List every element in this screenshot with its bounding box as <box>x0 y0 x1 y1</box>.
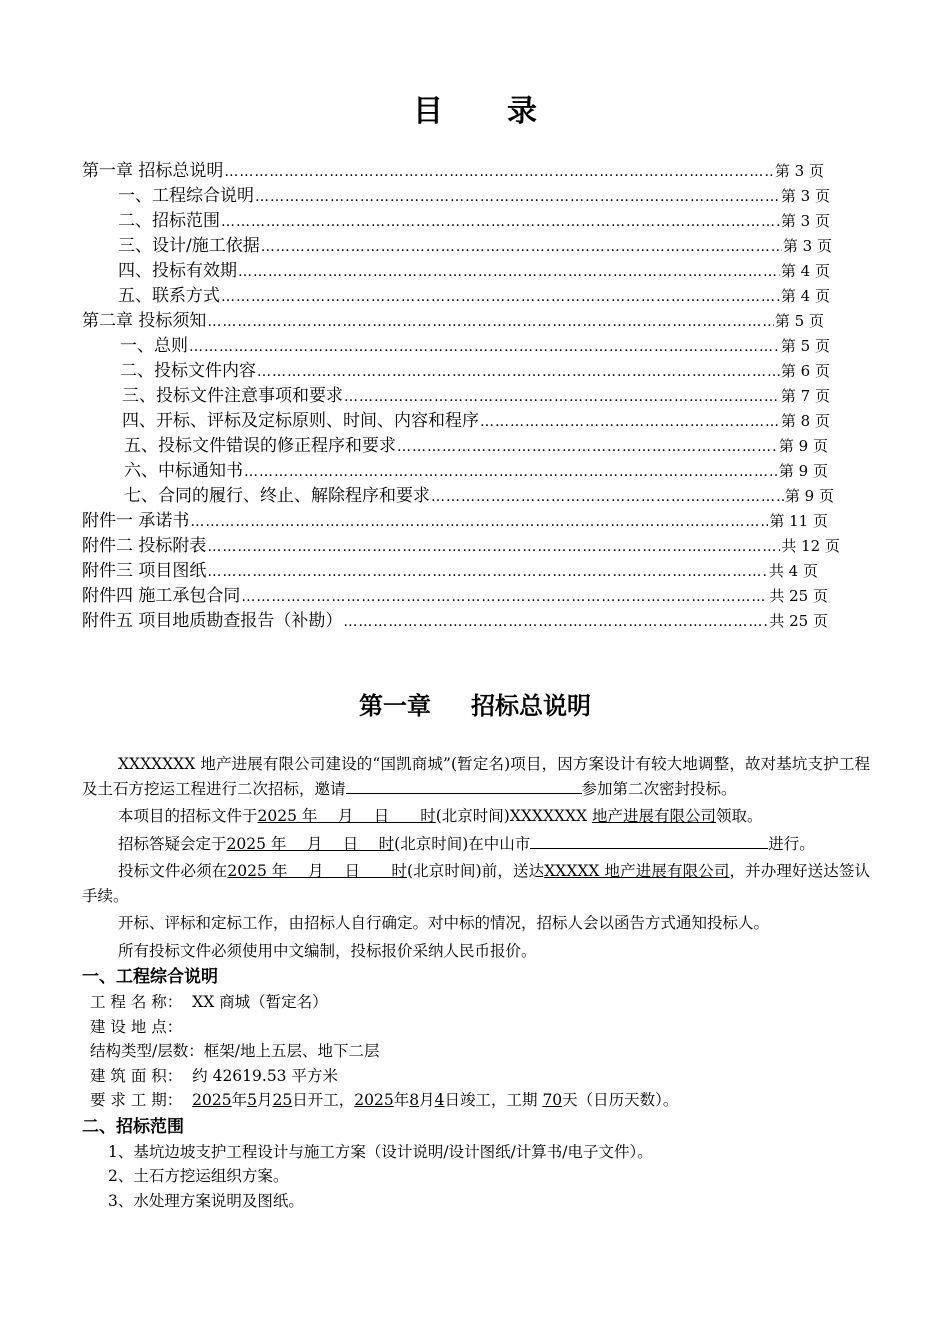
toc-label: 第二章 投标须知 <box>82 311 207 331</box>
toc-page: 第 3 页 <box>780 212 830 230</box>
toc-label: 附件三 项目图纸 <box>82 561 207 581</box>
project-name-label: 工 程 名 称： <box>90 993 183 1011</box>
pickup-company: 地产进展有限公司 <box>592 807 717 825</box>
project-info <box>90 990 870 1113</box>
section-heading: 一、工程综合说明 <box>82 967 218 987</box>
pickup-date: 2025 年 月 日 时 <box>257 807 436 825</box>
intro-text: XXXXXXX 地产进展有限公司建设的“国凯商城”(暂定名)项目，因方案设计有较大地调整，故对基坑支护工程及土石方挖运工程进行二次招标，邀请 <box>82 755 870 798</box>
qa-text-end: 进行。 <box>768 834 815 853</box>
toc-row[interactable] <box>118 281 830 306</box>
list-item: 1、基坑边坡支护工程设计与施工方案（设计说明/设计图纸/计算书/电子文件）。 <box>108 1142 653 1161</box>
submission-paragraph <box>82 859 870 908</box>
toc-page: 共 25 页 <box>769 612 828 630</box>
toc-row[interactable] <box>118 206 830 231</box>
invitee-blank <box>346 778 582 794</box>
intro-text-end: 参加第二次密封投标。 <box>581 779 737 798</box>
toc-leader <box>189 339 780 355</box>
toc-row[interactable] <box>124 456 828 481</box>
toc-leader <box>207 564 768 580</box>
toc-label: 三、投标文件注意事项和要求 <box>122 386 343 406</box>
toc-leader <box>244 464 778 480</box>
toc-label: 一、工程综合说明 <box>118 186 254 206</box>
toc-leader <box>224 164 774 180</box>
toc-leader <box>343 614 768 630</box>
toc-page: 第 6 页 <box>780 362 830 380</box>
toc-leader <box>207 314 774 330</box>
toc-page: 第 5 页 <box>774 312 824 330</box>
toc-page: 第 7 页 <box>780 387 830 405</box>
toc-page: 第 8 页 <box>780 412 830 430</box>
toc-label: 五、投标文件错误的修正程序和要求 <box>124 436 396 456</box>
toc-page: 第 9 页 <box>778 462 828 480</box>
submission-text-mid: (北京时间)前，送达 <box>406 862 545 880</box>
toc-leader <box>397 439 778 455</box>
intro-paragraph <box>82 752 870 801</box>
toc-page: 第 9 页 <box>778 437 828 455</box>
chapter-body <box>82 752 870 1213</box>
toc-label: 三、设计/施工依据 <box>118 236 260 256</box>
structure-value: 框架/地上五层、地下二层 <box>203 1042 380 1060</box>
area-label: 建 筑 面 积： <box>90 1066 183 1085</box>
submission-company: XXXXX 地产进展有限公司 <box>544 862 730 880</box>
section-heading: 二、招标范围 <box>82 1116 184 1137</box>
toc-page: 第 4 页 <box>780 262 830 280</box>
structure-row <box>90 1039 870 1064</box>
chapter-name: 招标总说明 <box>471 692 591 720</box>
language-paragraph: 所有投标文件必须使用中文编制，投标报价采纳人民币报价。 <box>118 941 537 960</box>
toc-row[interactable] <box>118 231 832 256</box>
toc-page: 第 4 页 <box>780 287 830 305</box>
start-year: 2025 <box>192 1091 232 1109</box>
end-year: 2025 <box>354 1091 394 1109</box>
toc-label: 附件二 投标附表 <box>82 536 207 556</box>
toc-label: 四、投标有效期 <box>118 261 237 281</box>
toc-label: 附件一 承诺书 <box>82 511 190 531</box>
toc-leader <box>238 264 780 280</box>
toc-label: 附件四 施工承包合同 <box>82 586 241 606</box>
submission-text: 投标文件必须在 <box>118 862 228 880</box>
toc-row[interactable] <box>120 331 830 356</box>
period-suffix: 天（日历天数）。 <box>562 1091 679 1109</box>
period-label: 要 求 工 期： <box>90 1091 183 1109</box>
period-row: 要 求 工 期： 2025年5月25日开工，2025年8月4日竣工，工期 70天（日历天数）。 <box>90 1091 679 1109</box>
start-month: 5 <box>247 1091 257 1109</box>
toc-leader <box>221 214 780 230</box>
structure-label: 结构类型/层数： <box>90 1042 204 1060</box>
toc-page: 共 4 页 <box>768 562 818 580</box>
toc-page: 第 5 页 <box>780 337 830 355</box>
toc-label: 六、中标通知书 <box>124 461 243 481</box>
scope-list <box>108 1140 870 1214</box>
toc-row[interactable] <box>122 406 830 431</box>
toc-row[interactable] <box>82 506 828 531</box>
project-name-row <box>90 990 870 1015</box>
toc-row[interactable] <box>82 556 818 581</box>
toc-row[interactable] <box>82 306 824 331</box>
toc-label: 第一章 招标总说明 <box>82 161 224 181</box>
toc-leader <box>261 239 782 255</box>
toc-label: 七、合同的履行、终止、解除程序和要求 <box>124 486 430 506</box>
toc-page: 第 3 页 <box>774 162 824 180</box>
area-row <box>90 1064 870 1089</box>
toc-row[interactable] <box>82 531 840 556</box>
document-pickup-paragraph <box>82 804 870 829</box>
toc-label: 一、总则 <box>120 336 188 356</box>
end-month: 8 <box>409 1091 420 1109</box>
toc-leader <box>207 539 780 555</box>
qa-text: 招标答疑会定于 <box>118 834 227 853</box>
toc-row[interactable] <box>118 256 830 281</box>
toc-page: 第 3 页 <box>782 237 832 255</box>
toc-label: 五、联系方式 <box>118 286 220 306</box>
toc-leader <box>344 389 780 405</box>
toc-leader <box>431 489 784 505</box>
pickup-text: 本项目的招标文件于 <box>118 807 258 825</box>
qa-text-mid: (北京时间)在中山市 <box>394 834 531 853</box>
toc-page: 第 3 页 <box>780 187 830 205</box>
toc-leader <box>190 514 768 530</box>
toc-row[interactable] <box>118 181 830 206</box>
q-and-a-paragraph <box>82 832 870 857</box>
chapter-number: 第一章 <box>359 692 431 720</box>
list-item: 3、水处理方案说明及图纸。 <box>108 1191 304 1210</box>
submission-text-end: ，并办理好送达签认手续。 <box>82 862 870 905</box>
toc-label: 附件五 项目地质勘查报告（补勘） <box>82 611 343 631</box>
toc-page: 第 9 页 <box>784 487 834 505</box>
toc-page: 共 25 页 <box>769 587 828 605</box>
submission-date: 2025 年 月 日 时 <box>227 862 407 880</box>
toc-leader <box>255 189 780 205</box>
qa-date: 2025 年 月 日 时 <box>226 834 395 853</box>
toc-label: 二、招标范围 <box>118 211 220 231</box>
chapter-title <box>0 686 950 721</box>
toc-row[interactable] <box>124 481 834 506</box>
evaluation-paragraph: 开标、评标和定标工作，由招标人自行确定。对中标的情况，招标人会以函告方式通知投标人。 <box>118 914 770 932</box>
toc-row[interactable] <box>120 356 830 381</box>
toc-leader <box>257 364 780 380</box>
toc-row[interactable] <box>82 581 828 606</box>
end-day: 4 <box>434 1091 445 1109</box>
toc-label: 二、投标文件内容 <box>120 361 256 381</box>
toc-row[interactable] <box>82 156 824 181</box>
toc-leader <box>221 289 780 305</box>
toc-page: 共 12 页 <box>781 537 840 555</box>
list-item: 2、土石方挖运组织方案。 <box>108 1167 289 1185</box>
project-site-row <box>90 1015 870 1040</box>
project-site-label: 建 设 地 点： <box>90 1017 183 1036</box>
area-value: 约 42619.53 平方米 <box>192 1066 338 1085</box>
start-day: 25 <box>272 1091 293 1109</box>
toc-row[interactable] <box>82 606 828 631</box>
toc-title: 目录 <box>413 94 601 129</box>
toc-row[interactable] <box>122 381 830 406</box>
qa-location-blank <box>530 833 768 849</box>
pickup-text-end: 领取。 <box>716 807 763 825</box>
toc-label: 四、开标、评标及定标原则、时间、内容和程序 <box>122 411 479 431</box>
pickup-text-mid: (北京时间)XXXXXXX <box>435 807 593 825</box>
project-name-value: XX 商城（暂定名） <box>192 993 328 1011</box>
duration-days: 70 <box>542 1091 563 1109</box>
toc-leader <box>241 589 768 605</box>
toc-leader <box>480 414 780 430</box>
toc-page: 第 11 页 <box>769 512 828 530</box>
toc-row[interactable] <box>124 431 828 456</box>
